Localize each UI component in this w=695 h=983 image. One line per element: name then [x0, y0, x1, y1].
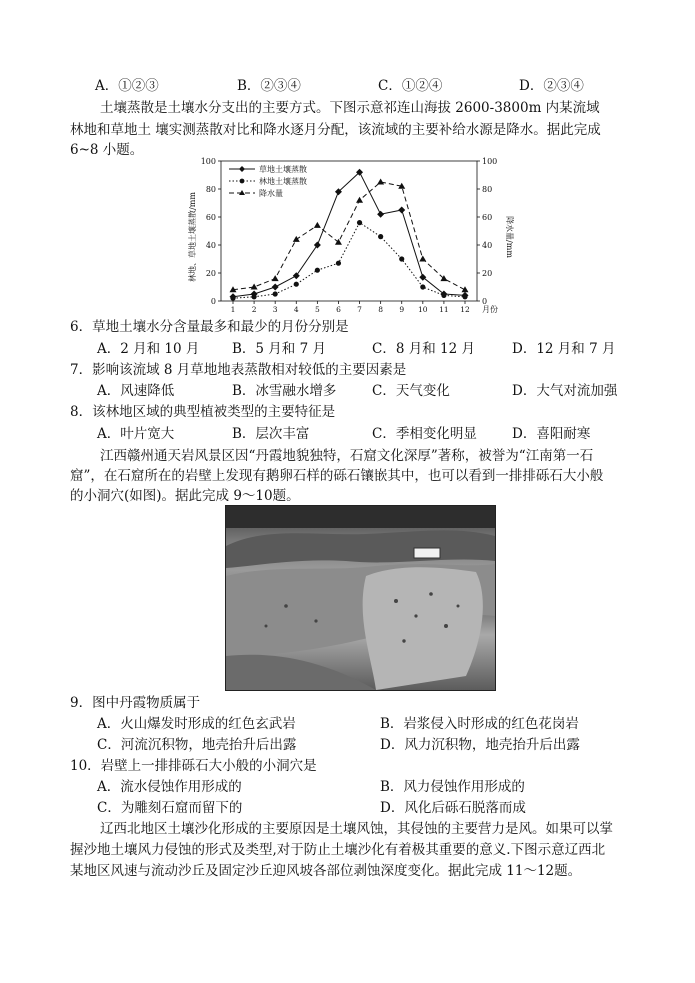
y-tick-label-left: 40 — [205, 241, 216, 250]
legend-label: 林地土壤蒸散 — [259, 177, 307, 186]
intro1-line-2: 林地和草地土 壤实测蒸散对比和降水逐月分配，该流域的主要补给水源是降水。据此完成 — [70, 122, 601, 138]
x-tick-label: 7 — [357, 305, 362, 314]
series-point — [293, 236, 300, 242]
q6-option-d: D．12 月和 7 月 — [512, 341, 616, 357]
rock-photo-illustration — [226, 506, 495, 690]
series-point — [398, 207, 405, 214]
q10-option-b: B．风力侵蚀作用形成的 — [380, 779, 525, 795]
y-tick-label-right: 20 — [482, 269, 493, 278]
series-point — [314, 242, 321, 249]
intro2-line-3: 的小洞穴(如图)。据此完成 9～10题。 — [70, 488, 300, 504]
x-tick-label: 2 — [251, 305, 257, 314]
q6-option-a: A．2 月和 10 月 — [97, 341, 200, 357]
y-tick-label-right: 0 — [482, 297, 488, 306]
q5-option-c: C．①②④ — [378, 78, 443, 94]
series-point — [251, 284, 258, 290]
intro3-line-1: 辽西北地区土壤沙化形成的主要原因是土壤风蚀，其侵蚀的主要营力是风。如果可以掌 — [100, 821, 613, 837]
y-tick-label-right: 100 — [482, 157, 498, 166]
series-line-2 — [233, 223, 465, 299]
series-point — [377, 211, 384, 218]
series-point — [377, 179, 384, 185]
x-tick-label: 4 — [293, 305, 299, 314]
q7-option-d: D．大气对流加强 — [512, 383, 618, 399]
y-tick-label-right: 60 — [482, 213, 493, 222]
series-point — [315, 268, 320, 273]
q7-option-b: B．冰雪融水增多 — [232, 383, 337, 399]
series-point — [336, 261, 341, 266]
x-tick-label: 3 — [272, 305, 278, 314]
series-point — [399, 256, 404, 261]
series-point — [357, 220, 362, 225]
q6-option-b: B．5 月和 7 月 — [232, 341, 326, 357]
y-tick-label-right: 40 — [482, 241, 493, 250]
q9-option-a: A．火山爆发时形成的红色玄武岩 — [97, 716, 296, 732]
y-axis-label-left: 林地、草地土壤蒸散/mm — [188, 192, 197, 282]
q9-option-d: D．风力沉积物，地壳抬升后出露 — [380, 737, 580, 753]
chart-axes — [201, 157, 498, 314]
q9-stem: 9．图中丹霞物质属于 — [70, 695, 201, 711]
intro2-line-2: 窟”，在石窟所在的岩壁上发现有鹅卵石样的砾石镶嵌其中，也可以看到一排排砾石大小般 — [70, 468, 604, 484]
series-point — [251, 294, 256, 299]
q9-option-c: C．河流沉积物，地壳抬升后出露 — [97, 737, 297, 753]
x-tick-label: 9 — [399, 305, 405, 314]
evaporation-precipitation-chart — [185, 155, 515, 320]
q8-option-a: A．叶片宽大 — [97, 426, 175, 442]
series-point — [272, 275, 279, 281]
q5-option-b: B．②③④ — [237, 78, 301, 94]
q5-option-a: A．①②③ — [95, 78, 159, 94]
series-point — [462, 286, 469, 292]
q8-stem: 8．该林地区域的典型植被类型的主要特征是 — [70, 404, 336, 420]
x-tick-label: 11 — [439, 305, 449, 314]
intro1-line-1: 土壤蒸散是土壤水分支出的主要方式。下图示意祁连山海拔 2600-3800m 内某流域 — [100, 100, 600, 116]
intro1-line-3: 6~8 小题。 — [70, 142, 144, 158]
q7-stem: 7．影响该流域 8 月草地地表蒸散相对较低的主要因素是 — [70, 362, 407, 378]
series-point — [441, 293, 446, 298]
x-tick-label: 8 — [378, 305, 384, 314]
series-point — [335, 239, 342, 245]
q10-option-a: A．流水侵蚀作用形成的 — [97, 779, 242, 795]
series-point — [419, 256, 426, 262]
intro3-line-2: 握沙地土壤风力侵蚀的形式及类型,对于防止土壤沙化有着极其重要的意义.下图示意辽西北 — [70, 842, 606, 858]
series-point — [356, 197, 363, 203]
y-tick-label-left: 60 — [205, 213, 216, 222]
q5-option-d: D．②③④ — [519, 78, 584, 94]
q6-stem: 6．草地土壤水分含量最多和最少的月份分别是 — [70, 319, 349, 335]
series-line-3 — [233, 182, 465, 290]
series-point — [462, 294, 467, 299]
q10-option-d: D．风化后砾石脱落而成 — [380, 800, 526, 816]
intro2-line-1: 江西赣州通天岩风景区因“丹霞地貌独特，石窟文化深厚”著称，被誉为“江南第一石 — [100, 448, 594, 464]
chart-legend — [229, 164, 307, 198]
series-point — [273, 291, 278, 296]
x-tick-label: 10 — [418, 305, 428, 314]
x-axis-label: 月份 — [482, 305, 498, 314]
y-tick-label-right: 80 — [482, 185, 493, 194]
series-point — [378, 234, 383, 239]
q9-option-b: B．岩浆侵入时形成的红色花岗岩 — [380, 716, 579, 732]
series-point — [272, 284, 279, 291]
q7-option-a: A．风速降低 — [97, 383, 175, 399]
series-point — [420, 284, 425, 289]
x-tick-label: 5 — [314, 305, 320, 314]
series-point — [230, 296, 235, 301]
y-tick-label-left: 80 — [205, 185, 216, 194]
legend-marker — [240, 179, 245, 184]
series-point — [294, 282, 299, 287]
intro3-line-3: 某地区风速与流动沙丘及固定沙丘迎风坡各部位剥蚀深度变化。据此完成 11～12题。 — [70, 863, 582, 879]
legend-label: 草地土壤蒸散 — [259, 165, 307, 174]
q8-option-c: C．季相变化明显 — [372, 426, 477, 442]
y-tick-label-left: 0 — [210, 297, 216, 306]
q8-option-d: D．喜阳耐寒 — [512, 426, 591, 442]
q10-stem: 10．岩壁上一排排砾石大小般的小洞穴是 — [70, 758, 317, 774]
y-tick-label-left: 100 — [200, 157, 216, 166]
series-point — [293, 272, 300, 279]
legend-label: 降水量 — [259, 189, 283, 198]
q7-option-c: C．天气变化 — [372, 383, 450, 399]
q8-option-b: B．层次丰富 — [232, 426, 310, 442]
y-tick-label-left: 20 — [205, 269, 216, 278]
x-tick-label: 6 — [336, 305, 341, 314]
y-axis-label-right: 降水量/mm — [505, 216, 514, 258]
danxia-rock-photo — [225, 505, 496, 691]
series-point — [314, 222, 321, 228]
q6-option-c: C．8 月和 12 月 — [372, 341, 475, 357]
x-tick-label: 12 — [460, 305, 470, 314]
x-tick-label: 1 — [230, 305, 236, 314]
legend-marker — [239, 166, 245, 172]
q10-option-c: C．为雕刻石窟而留下的 — [97, 800, 243, 816]
